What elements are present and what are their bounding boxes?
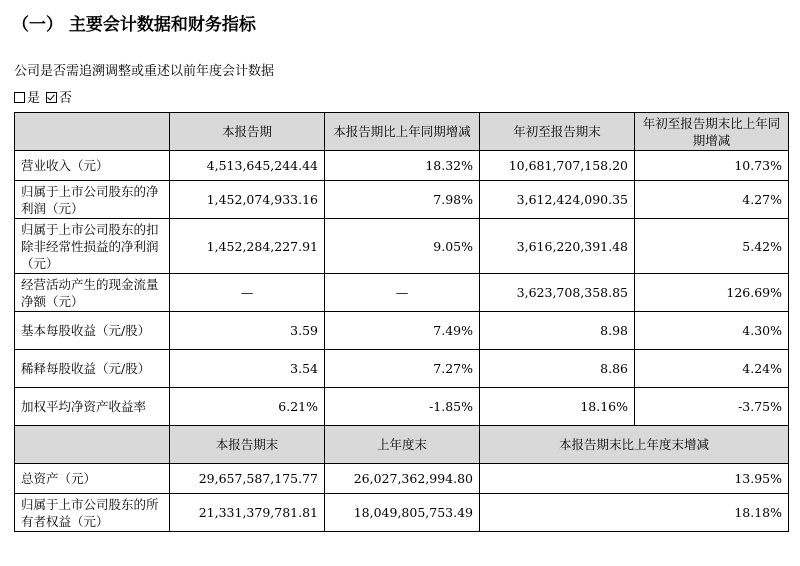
cell-value: 3,623,708,358.85 xyxy=(480,274,635,312)
cell-value: 8.86 xyxy=(480,350,635,388)
table-row xyxy=(15,274,789,312)
cell-value: 21,331,379,781.81 xyxy=(170,494,325,532)
cell-value: 13.95% xyxy=(480,464,789,494)
table-row xyxy=(15,494,789,532)
cell-value: 18.32% xyxy=(325,151,480,181)
row-label: 归属于上市公司股东的扣除非经常性损益的净利润（元） xyxy=(15,219,170,274)
header-cell: 本报告期 xyxy=(170,113,325,151)
cell-value: 1,452,074,933.16 xyxy=(170,181,325,219)
restatement-question: 公司是否需追溯调整或重述以前年度会计数据 xyxy=(14,64,275,79)
cell-value: 3,616,220,391.48 xyxy=(480,219,635,274)
table1-header-row xyxy=(15,113,789,151)
cell-value: 9.05% xyxy=(325,219,480,274)
section-heading: （一） 主要会计数据和财务指标 xyxy=(12,15,256,35)
cell-value: 18.16% xyxy=(480,388,635,426)
header-cell: 上年度末 xyxy=(325,426,480,464)
cell-value: 7.98% xyxy=(325,181,480,219)
table-row xyxy=(15,388,789,426)
cell-value: 18,049,805,753.49 xyxy=(325,494,480,532)
row-label: 加权平均净资产收益率 xyxy=(15,388,170,426)
option-no-label: 否 xyxy=(59,91,73,106)
cell-value: — xyxy=(170,274,325,312)
header-blank xyxy=(15,113,170,151)
cell-value: 4,513,645,244.44 xyxy=(170,151,325,181)
table2-header-row xyxy=(15,426,789,464)
table-row xyxy=(15,312,789,350)
cell-value: 10.73% xyxy=(635,151,789,181)
cell-value: -3.75% xyxy=(635,388,789,426)
cell-value: 7.27% xyxy=(325,350,480,388)
cell-value: 26,027,362,994.80 xyxy=(325,464,480,494)
header-cell: 年初至报告期末 xyxy=(480,113,635,151)
table-row xyxy=(15,464,789,494)
cell-value: 4.30% xyxy=(635,312,789,350)
table-row xyxy=(15,219,789,274)
cell-value: 7.49% xyxy=(325,312,480,350)
table-row xyxy=(15,151,789,181)
cell-value: 5.42% xyxy=(635,219,789,274)
restatement-options xyxy=(14,87,78,106)
header-cell: 本报告期末 xyxy=(170,426,325,464)
cell-value: 4.24% xyxy=(635,350,789,388)
row-label: 归属于上市公司股东的净利润（元） xyxy=(15,181,170,219)
header-blank xyxy=(15,426,170,464)
cell-value: 8.98 xyxy=(480,312,635,350)
cell-value: 1,452,284,227.91 xyxy=(170,219,325,274)
row-label: 基本每股收益（元/股） xyxy=(15,312,170,350)
table-row xyxy=(15,350,789,388)
checkbox-checked-icon[interactable] xyxy=(46,92,57,103)
row-label: 归属于上市公司股东的所有者权益（元） xyxy=(15,494,170,532)
option-yes-label: 是 xyxy=(27,91,41,106)
header-cell: 本报告期末比上年度末增减 xyxy=(480,426,789,464)
cell-value: 18.18% xyxy=(480,494,789,532)
cell-value: 3.54 xyxy=(170,350,325,388)
cell-value: 10,681,707,158.20 xyxy=(480,151,635,181)
row-label: 总资产（元） xyxy=(15,464,170,494)
cell-value: 3.59 xyxy=(170,312,325,350)
cell-value: 6.21% xyxy=(170,388,325,426)
cell-value: — xyxy=(325,274,480,312)
financial-indicators-table xyxy=(14,112,789,532)
option-yes[interactable] xyxy=(14,91,40,106)
cell-value: 3,612,424,090.35 xyxy=(480,181,635,219)
cell-value: 4.27% xyxy=(635,181,789,219)
table-row xyxy=(15,181,789,219)
cell-value: -1.85% xyxy=(325,388,480,426)
row-label: 营业收入（元） xyxy=(15,151,170,181)
checkbox-unchecked-icon[interactable] xyxy=(14,92,25,103)
option-no[interactable] xyxy=(46,91,72,106)
header-cell: 年初至报告期末比上年同期增减 xyxy=(635,113,789,151)
row-label: 稀释每股收益（元/股） xyxy=(15,350,170,388)
header-cell: 本报告期比上年同期增减 xyxy=(325,113,480,151)
cell-value: 126.69% xyxy=(635,274,789,312)
cell-value: 29,657,587,175.77 xyxy=(170,464,325,494)
row-label: 经营活动产生的现金流量净额（元） xyxy=(15,274,170,312)
